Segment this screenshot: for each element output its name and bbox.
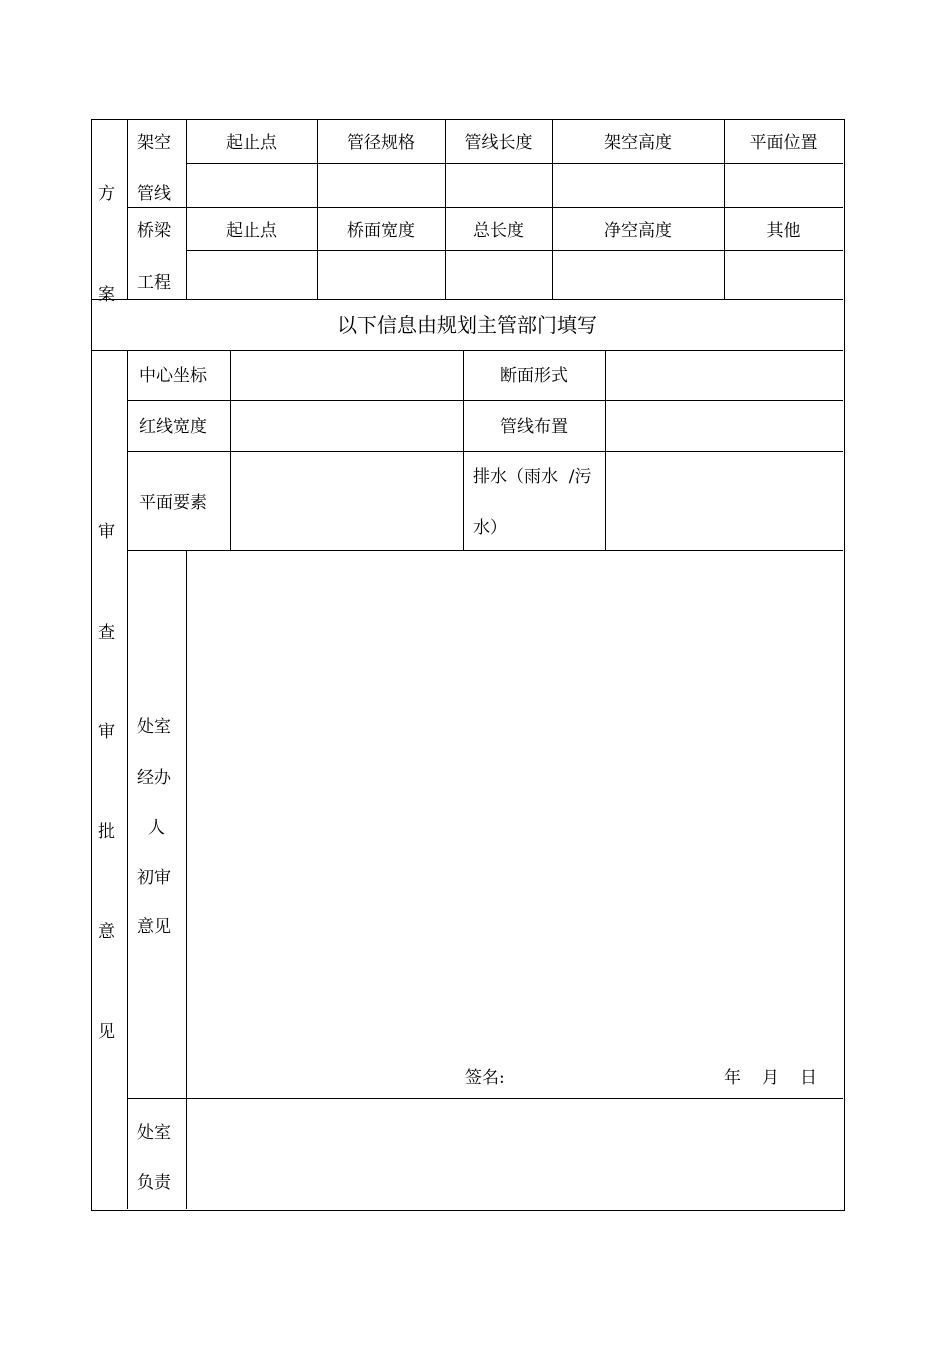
bridge-header-deck-width: 桥面宽度 xyxy=(347,221,415,241)
bridge-header-start-end: 起止点 xyxy=(226,221,277,241)
center-coord-label: 中心坐标 xyxy=(139,366,207,386)
rule xyxy=(127,207,843,208)
section-form-field[interactable] xyxy=(606,351,843,400)
pipeline-layout-label: 管线布置 xyxy=(500,417,568,437)
initial-review-label-line2: 经办 xyxy=(137,768,171,788)
bridge-header-total-length: 总长度 xyxy=(473,221,524,241)
review-vertical-char-6: 见 xyxy=(98,1022,115,1042)
bridge-deck-width-field[interactable] xyxy=(317,251,445,298)
rule xyxy=(127,350,128,1209)
rule xyxy=(127,550,843,551)
review-vertical-char-2: 查 xyxy=(98,623,115,643)
director-opinion-area[interactable] xyxy=(188,1100,842,1208)
pipeline-header-length: 管线长度 xyxy=(464,133,533,153)
initial-review-label-line1: 处室 xyxy=(137,717,171,737)
pipeline-height-field[interactable] xyxy=(552,164,724,206)
date-month-label: 月 xyxy=(762,1068,779,1088)
initial-review-label-line4: 初审 xyxy=(137,868,171,888)
pipeline-header-height: 架空高度 xyxy=(604,133,672,153)
redline-width-label: 红线宽度 xyxy=(139,417,207,437)
review-vertical-char-5: 意 xyxy=(98,922,115,942)
redline-width-field[interactable] xyxy=(231,401,463,451)
pipeline-header-diameter: 管径规格 xyxy=(347,133,415,153)
initial-review-opinion-area[interactable] xyxy=(188,552,842,1052)
plan-elements-label: 平面要素 xyxy=(139,493,207,513)
bridge-start-end-field[interactable] xyxy=(186,251,317,298)
plan-elements-field[interactable] xyxy=(231,452,463,550)
review-vertical-char-1: 审 xyxy=(98,522,115,542)
pipeline-diameter-field[interactable] xyxy=(317,164,445,206)
initial-review-label-line3: 人 xyxy=(148,818,165,838)
center-coord-field[interactable] xyxy=(231,351,463,400)
rule xyxy=(127,119,128,299)
pipeline-header-start-end: 起止点 xyxy=(226,133,277,153)
pipeline-header-position: 平面位置 xyxy=(749,133,818,153)
drainage-label-line1: 排水（雨水 /污 xyxy=(473,467,592,487)
date-day-label: 日 xyxy=(800,1068,817,1088)
signature-field[interactable] xyxy=(515,1066,715,1090)
rule xyxy=(186,550,187,1209)
date-year-label: 年 xyxy=(724,1068,741,1088)
pipeline-label-line1: 架空 xyxy=(137,133,171,153)
director-label-line2: 负责 xyxy=(137,1173,171,1193)
section-fangan-label-top: 方 xyxy=(98,184,115,204)
bridge-header-other: 其他 xyxy=(766,221,801,241)
pipeline-length-field[interactable] xyxy=(445,164,552,206)
drainage-label-line2: 水） xyxy=(473,518,507,538)
section-fangan-label-bottom: 案 xyxy=(98,285,115,305)
director-label-line1: 处室 xyxy=(137,1123,171,1143)
initial-review-label-line5: 意见 xyxy=(137,917,171,937)
signature-label: 签名: xyxy=(465,1068,505,1088)
planning-dept-banner: 以下信息由规划主管部门填写 xyxy=(337,313,597,337)
pipeline-start-end-field[interactable] xyxy=(186,164,317,206)
bridge-header-clearance: 净空高度 xyxy=(604,221,672,241)
bridge-other-field[interactable] xyxy=(724,251,843,298)
bridge-label-line1: 桥梁 xyxy=(137,221,171,241)
rule xyxy=(127,1098,843,1099)
bridge-clearance-field[interactable] xyxy=(552,251,724,298)
bridge-label-line2: 工程 xyxy=(137,273,171,293)
review-vertical-char-3: 审 xyxy=(98,722,115,742)
section-form-label: 断面形式 xyxy=(500,366,568,386)
bridge-total-length-field[interactable] xyxy=(445,251,552,298)
drainage-field[interactable] xyxy=(606,452,843,550)
pipeline-label-line2: 管线 xyxy=(137,184,171,204)
rule xyxy=(91,299,843,300)
pipeline-layout-field[interactable] xyxy=(606,401,843,451)
review-vertical-char-4: 批 xyxy=(98,822,115,842)
pipeline-position-field[interactable] xyxy=(724,164,843,206)
